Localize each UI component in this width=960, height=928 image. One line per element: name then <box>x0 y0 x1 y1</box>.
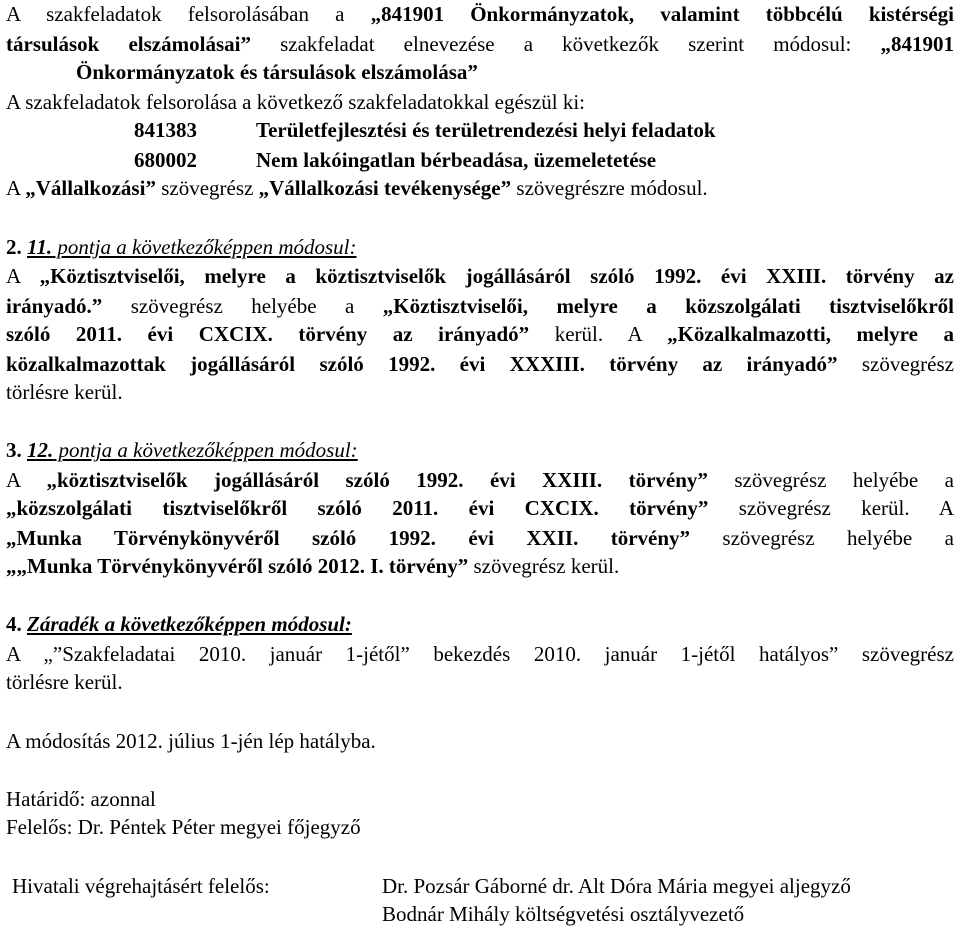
text: A szakfeladatok felsorolásában a <box>6 2 371 26</box>
exec-name: Bodnár Mihály költségvetési osztályvezető <box>382 902 745 926</box>
heading-point: 12. <box>27 438 54 462</box>
text: kerül. A <box>529 322 668 346</box>
text: A módosítás 2012. július 1-jén lép hatályba. <box>6 729 376 753</box>
s2-line3 <box>6 320 954 348</box>
bold-text: „841901 Önkormányzatok, valamint többcélú kistérségi <box>370 2 954 26</box>
bold-text: „Munka Törvénykönyvéről szóló 1992. évi XXII. törvény” <box>6 526 691 550</box>
item-text: Nem lakóingatlan bérbeadása, üzemeletetése <box>256 148 657 172</box>
s1-line4 <box>6 88 954 116</box>
s2-line4 <box>6 350 954 378</box>
bold-text: „„Munka Törvénykönyvéről szóló 2012. I. törvény” <box>6 554 469 578</box>
text: szövegrész helyébe a <box>707 468 954 492</box>
item-code: 841383 <box>134 118 197 142</box>
text: A <box>6 264 40 288</box>
s2-heading <box>6 233 954 261</box>
s1-line7 <box>6 174 954 202</box>
bold-text: „köztisztviselők jogállásáról szóló 1992. évi XXIII. törvény” <box>46 468 708 492</box>
s3-line2 <box>6 494 954 522</box>
deadline <box>6 785 954 813</box>
s2-line1 <box>6 262 954 290</box>
text: A <box>6 468 47 492</box>
heading-text: pontja a következőképpen módosul: <box>53 438 358 462</box>
text: szakfeladat elnevezése a következők szerint módosul: <box>250 32 881 56</box>
s3-line1 <box>6 466 954 494</box>
text: törlésre kerül. <box>6 670 123 694</box>
text: szövegrész kerül. <box>468 554 620 578</box>
s1-item-1 <box>134 116 960 144</box>
text: törlésre kerül. <box>6 380 123 404</box>
text: szövegrész kerül. A <box>708 496 954 520</box>
exec-label: Hivatali végrehajtásért felelős: <box>12 874 270 898</box>
text: Határidő: azonnal <box>6 787 156 811</box>
executors-line1 <box>6 872 954 900</box>
s4-line1 <box>6 640 954 668</box>
bold-text: „Köztisztviselői, melyre a közszolgálati tisztviselőkről <box>382 294 954 318</box>
text: szövegrész helyébe a <box>690 526 954 550</box>
bold-text: irányadó.” <box>6 294 103 318</box>
bold-text: „közszolgálati tisztviselőkről szóló 2011. évi CXCIX. törvény” <box>6 496 709 520</box>
text: szövegrész <box>837 352 954 376</box>
text: A <box>6 176 26 200</box>
s2-line2 <box>6 292 954 320</box>
heading-point: 11. <box>27 235 53 259</box>
executors-line2 <box>6 900 954 928</box>
bold-text: társulások elszámolásai” <box>6 32 251 56</box>
section-number: 3. <box>6 438 27 462</box>
s1-line3 <box>76 58 960 86</box>
bold-text: „841901 <box>880 32 954 56</box>
bold-text: közalkalmazottak jogállásáról szóló 1992. évi XXXIII. törvény az irányadó” <box>6 352 838 376</box>
bold-text: szóló 2011. évi CXCIX. törvény az irányadó” <box>6 322 530 346</box>
s3-line4 <box>6 552 954 580</box>
exec-name: Dr. Pozsár Gáborné dr. Alt Dóra Mária megyei aljegyző <box>382 874 851 898</box>
s4-line2 <box>6 668 954 696</box>
bold-text: „Közalkalmazotti, melyre a <box>667 322 954 346</box>
responsible <box>6 813 954 841</box>
s2-line5 <box>6 378 954 406</box>
s4-heading <box>6 610 954 638</box>
s1-item-2 <box>134 146 960 174</box>
heading-text: pontja a következőképpen módosul: <box>52 235 357 259</box>
text: szövegrész helyébe a <box>102 294 383 318</box>
s3-heading <box>6 436 954 464</box>
text: A szakfeladatok felsorolása a következő szakfeladatokkal egészül ki: <box>6 90 586 114</box>
section-number: 2. <box>6 235 27 259</box>
text: A „”Szakfeladatai 2010. január 1-jétől” bekezdés 2010. január 1-jétől hatályos” szövegrész <box>6 642 954 666</box>
bold-text: „Vállalkozási tevékenysége” <box>258 176 512 200</box>
heading-text: Záradék a következőképpen módosul: <box>27 612 352 636</box>
section-number: 4. <box>6 612 27 636</box>
bold-text: „Köztisztviselői, melyre a köztisztviselők jogállásáról szóló 1992. évi XXIII. törvény az <box>39 264 954 288</box>
bold-text: „Vállalkozási” <box>25 176 156 200</box>
effective-date <box>6 727 954 755</box>
item-code: 680002 <box>134 148 197 172</box>
s1-line2 <box>6 30 954 58</box>
bold-text: Önkormányzatok és társulások elszámolása” <box>76 60 478 84</box>
text: szövegrészre módosul. <box>511 176 708 200</box>
s3-line3 <box>6 524 954 552</box>
text: Felelős: Dr. Péntek Péter megyei főjegyző <box>6 815 361 839</box>
s1-line1 <box>6 0 954 28</box>
item-text: Területfejlesztési és területrendezési helyi feladatok <box>256 118 716 142</box>
text: szövegrész <box>155 176 259 200</box>
